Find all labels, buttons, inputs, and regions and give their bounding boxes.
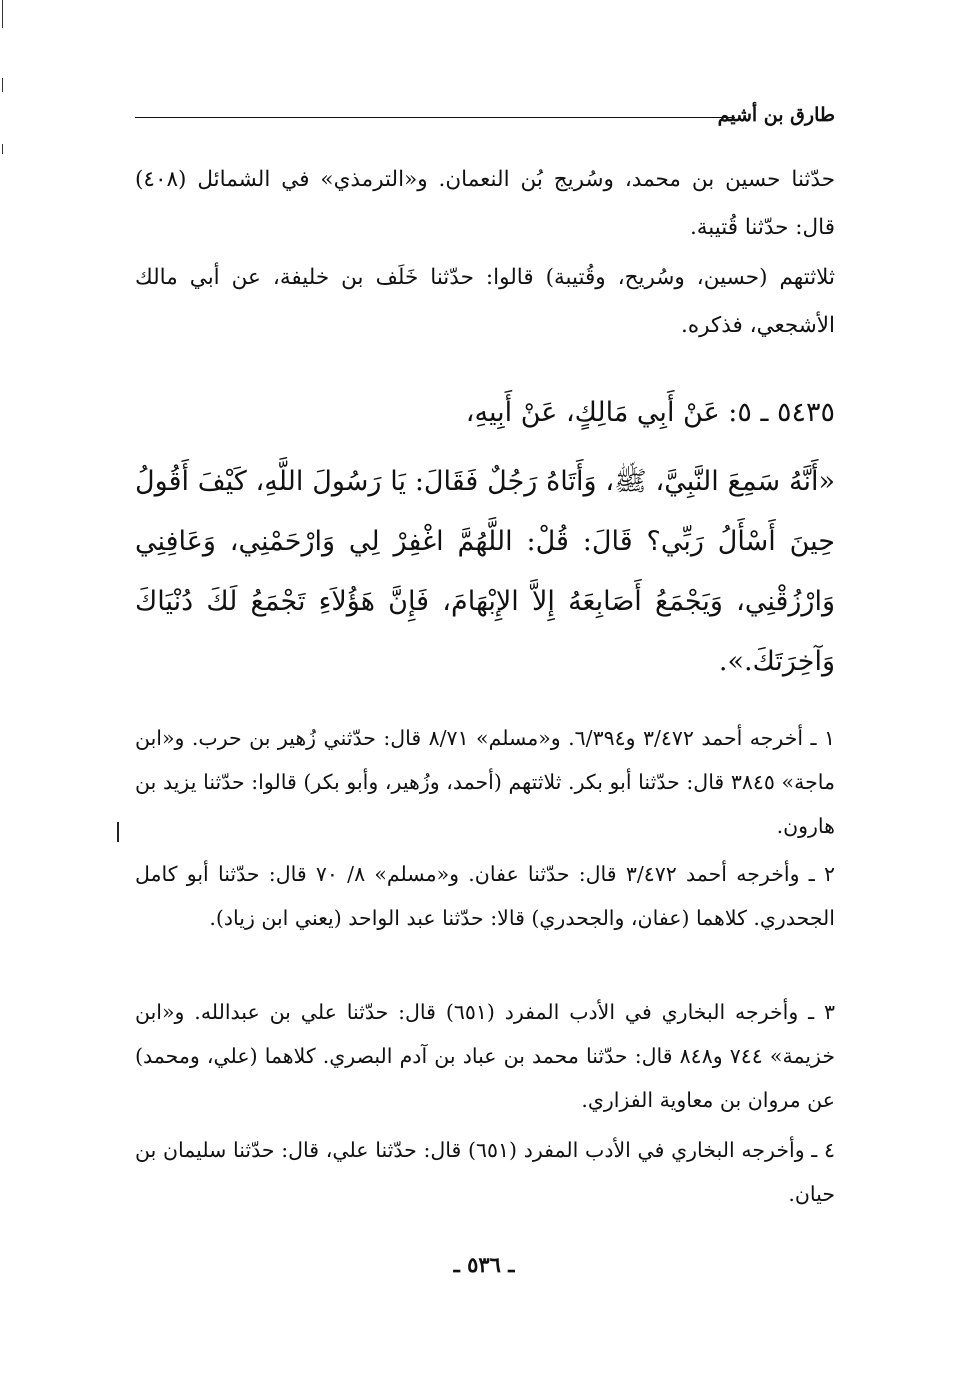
footnote: ٤ ـ وأخرجه البخاري في الأدب المفرد (٦٥١) قال: حدّثنا علي، قال: حدّثنا سليمان بن حيان. bbox=[135, 1138, 835, 1206]
scan-edge-mark bbox=[2, 144, 3, 154]
hadith-heading: ٥٤٣٥ ـ ٥: عَنْ أَبِي مَالِكٍ، عَنْ أَبِيهِ، bbox=[465, 397, 835, 428]
page-number: ـ ٥٣٦ ـ bbox=[453, 1252, 515, 1277]
scan-edge-mark bbox=[2, 78, 3, 92]
header-rule bbox=[135, 117, 735, 118]
header-title: طارق بن أشيم bbox=[717, 104, 835, 126]
running-header bbox=[135, 104, 835, 134]
intro-paragraph: حدّثنا حسين بن محمد، وسُريج بُن النعمان. و«الترمذي» في الشمائل (٤٠٨) قال: حدّثنا قُتيبة. bbox=[135, 167, 835, 240]
intro-paragraph: ثلاثتهم (حسين، وسُريح، وقُتيبة) قالوا: حدّثنا خَلَف بن خليفة، عن أبي مالك الأشجعي، فذكره. bbox=[135, 265, 835, 338]
hadith-text: «أَنَّهُ سَمِعَ النَّبِيَّ، ﷺ، وَأَتَاهُ رَجُلٌ فَقَالَ: يَا رَسُولَ اللَّهِ، كَيْفَ أَقُولُ حِينَ أَسْأَلُ رَبِّي؟ قَالَ: قُلْ: اللَّهُمَّ اغْفِرْ لِي وَارْحَمْنِي، وَعَافِنِي وَارْزُقْنِي، وَيَجْمَعُ أَصَابِعَهُ إِلاَّ الإِبْهَامَ، فَإِنَّ هَؤُلاَءِ تَجْمَعُ لَكَ دُنْيَاكَ وَآخِرَتَكَ.». bbox=[135, 466, 835, 677]
scan-edge-mark bbox=[2, 0, 3, 28]
footnote: ١ ـ أخرجه أحمد ٣/٤٧٢ و٦/٣٩٤. و«مسلم» ٨/٧١ قال: حدّثني زُهير بن حرب. و«ابن ماجة» ٣٨٤٥ قال: حدّثنا أبو بكر. ثلاثتهم (أحمد، وزُهير، وأبو بكر) قالوا: حدّثنا يزيد بن هارون. bbox=[135, 726, 836, 838]
footnote: ٣ ـ وأخرجه البخاري في الأدب المفرد (٦٥١) قال: حدّثنا علي بن عبدالله. و«ابن خزيمة» ٧٤٤ و٨٤٨ قال: حدّثنا محمد بن عباد بن آدم البصري. كلاهما (علي، ومحمد) عن مروان بن معاوية الفزاري. bbox=[135, 1000, 836, 1112]
margin-mark bbox=[117, 822, 119, 842]
footnote: ٢ ـ وأخرجه أحمد ٣/٤٧٢ قال: حدّثنا عفان. و«مسلم» ٨/ ٧٠ قال: حدّثنا أبو كامل الجحدري. كلاهما (عفان، والجحدري) قالا: حدّثنا عبد الواحد (يعني ابن زياد). bbox=[135, 862, 835, 930]
